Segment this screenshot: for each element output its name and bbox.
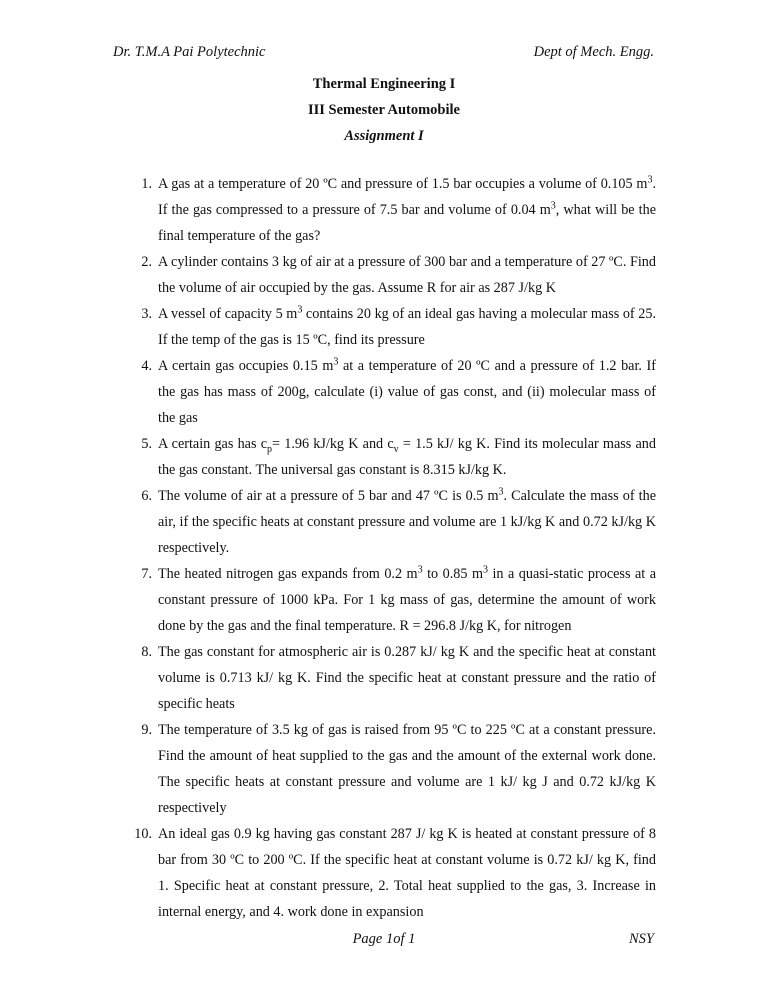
question-number: 10. <box>134 826 152 842</box>
question-list <box>128 171 656 925</box>
question-text: A gas at a temperature of 20 ºC and pressure of 1.5 bar occupies a volume of 0.105 m <box>158 176 648 192</box>
question-number: 8. <box>141 644 152 660</box>
question-item <box>128 717 656 821</box>
question-item <box>128 171 656 249</box>
question-item <box>128 353 656 431</box>
question-text: A vessel of capacity 5 m <box>158 306 298 322</box>
question-text: The heated nitrogen gas expands from 0.2 m <box>158 566 418 582</box>
question-item <box>128 249 656 301</box>
question-number: 6. <box>141 488 152 504</box>
question-text: A cylinder contains 3 kg of air at a pressure of 300 bar and a temperature of 27 ºC. Find the volume of air occupied by the gas. Assume R for air as 287 J/kg K <box>158 254 656 296</box>
question-item <box>128 561 656 639</box>
question-text: The gas constant for atmospheric air is 0.287 kJ/ kg K and the specific heat at constant volume is 0.713 kJ/ kg K. Find the specific heat at constant pressure and the ratio of specific heats <box>158 644 656 712</box>
question-number: 4. <box>141 358 152 374</box>
question-item <box>128 821 656 925</box>
question-text: , what will be the final temperature of the gas? <box>158 202 656 244</box>
question-number: 5. <box>141 436 152 452</box>
question-number: 9. <box>141 722 152 738</box>
question-text: = 1.5 kJ/ kg K. Find its molecular mass and the gas constant. The universal gas constant is 8.315 kJ/kg K. <box>158 436 656 478</box>
question-number: 2. <box>141 254 152 270</box>
course-title: Thermal Engineering I <box>312 76 456 92</box>
question-text: 3 <box>647 174 653 186</box>
question-text: The temperature of 3.5 kg of gas is raised from 95 ºC to 225 ºC at a constant pressure. Find the amount of heat supplied to the gas and the amount of the external work done. The specific heats at constant pressure and volume are 1 kJ/ kg J and 0.72 kJ/kg K respectively <box>158 722 656 816</box>
footer-initials: NSY <box>629 931 654 947</box>
question-text: . If the gas compressed to a pressure of 7.5 bar and volume of 0.04 m <box>158 176 656 218</box>
question-text: 3 <box>550 200 556 212</box>
question-text: in a quasi-static process at a constant pressure of 1000 kPa. For 1 kg mass of gas, determine the amount of work done by the gas and the final temperature. R = 296.8 J/kg K, for nitrogen <box>158 566 656 634</box>
question-text: A certain gas has c <box>158 436 268 452</box>
header-institution: Dr. T.M.A Pai Polytechnic <box>113 44 266 60</box>
question-text: 3 <box>417 564 423 576</box>
question-number: 1. <box>141 176 152 192</box>
question-item <box>128 431 656 483</box>
question-text: . Calculate the mass of the air, if the specific heats at constant pressure and volume are 1 kJ/kg K and 0.72 kJ/kg K respectively. <box>158 488 656 556</box>
question-text: 3 <box>498 486 504 498</box>
header-department: Dept of Mech. Engg. <box>533 44 654 60</box>
question-text: The volume of air at a pressure of 5 bar and 47 ºC is 0.5 m <box>158 488 499 504</box>
question-text: v <box>393 443 399 455</box>
question-text: A certain gas occupies 0.15 m <box>158 358 334 374</box>
question-text: to 0.85 m <box>422 566 483 582</box>
question-item <box>128 483 656 561</box>
question-item <box>128 639 656 717</box>
question-text: 3 <box>333 356 339 368</box>
question-text: at a temperature of 20 ºC and a pressure of 1.2 bar. If the gas has mass of 200g, calculate (i) value of gas const, and (ii) molecular mass of the gas <box>158 358 656 426</box>
question-text: An ideal gas 0.9 kg having gas constant 287 J/ kg K is heated at constant pressure of 8 bar from 30 ºC to 200 ºC. If the specific heat at constant volume is 0.72 kJ/ kg K, find 1. Specific heat at constant pressure, 2. Total heat supplied to the gas, 3. Increase in internal energy, and 4. work done in expansion <box>158 826 656 920</box>
question-text: = 1.96 kJ/kg K and c <box>272 436 394 452</box>
question-item <box>128 301 656 353</box>
semester-title: III Semester Automobile <box>308 102 460 118</box>
question-text: contains 20 kg of an ideal gas having a molecular mass of 25. If the temp of the gas is 15 ºC, find its pressure <box>158 306 656 348</box>
question-number: 7. <box>141 566 152 582</box>
title-block <box>0 71 768 149</box>
question-text: 3 <box>297 304 303 316</box>
question-number: 3. <box>141 306 152 322</box>
question-text: 3 <box>482 564 488 576</box>
footer-page-number: Page 1of 1 <box>352 931 416 947</box>
question-text: p <box>267 443 273 455</box>
assignment-title: Assignment I <box>344 128 424 144</box>
